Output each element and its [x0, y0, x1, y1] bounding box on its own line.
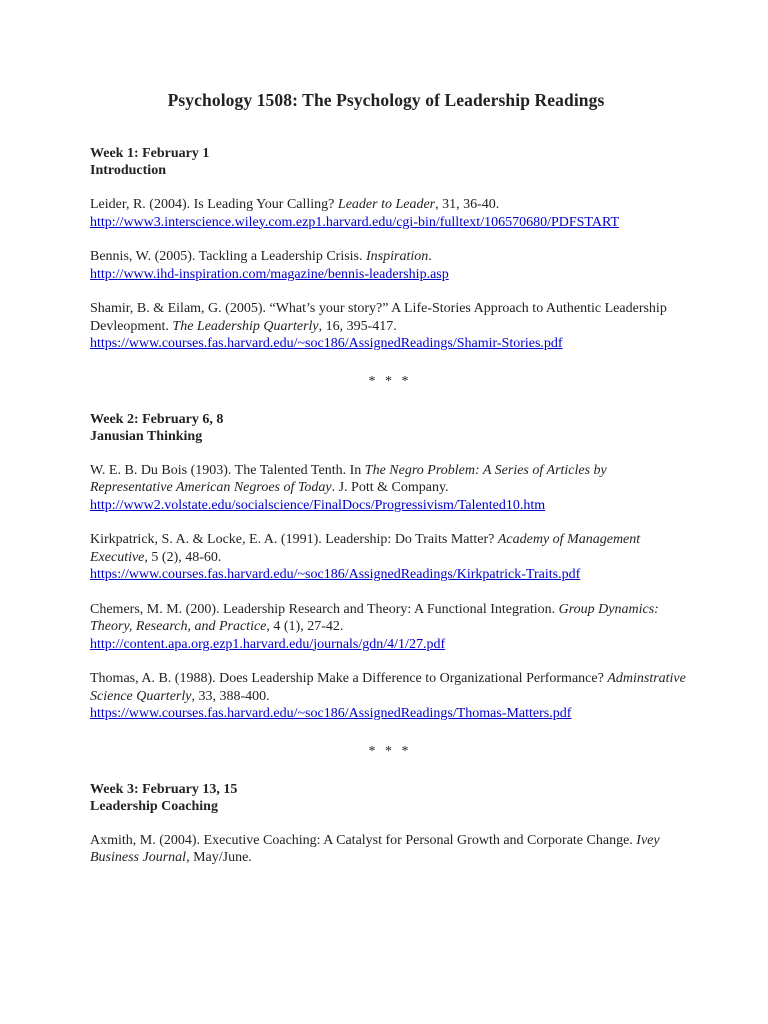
- week-3-section: [90, 781, 690, 867]
- citation-source: Group Dynamics: Theory, Research, and Practice: [90, 601, 659, 634]
- week-1-section: [90, 145, 690, 353]
- document-page: [90, 90, 690, 884]
- reading-link[interactable]: https://www.courses.fas.harvard.edu/~soc186/AssignedReadings/Kirkpatrick-Traits.pdf: [90, 567, 581, 582]
- citation-details: , May/June.: [186, 850, 252, 865]
- citation-details: .: [428, 249, 432, 264]
- reading-citation: [90, 832, 690, 867]
- reading-citation: [90, 670, 690, 723]
- citation-source: Leader to Leader: [337, 197, 436, 212]
- reading-citation: [90, 196, 690, 231]
- reading-citation: [90, 248, 690, 283]
- citation-text: Axmith, M. (2004). Executive Coaching: A Catalyst for Personal Growth and Corporate Change.: [90, 832, 637, 848]
- week-heading: [90, 411, 690, 445]
- citation-text: Bennis, W. (2005). Tackling a Leadership Crisis.: [90, 249, 367, 264]
- reading-link[interactable]: http://www2.volstate.edu/socialscience/FinalDocs/Progressivism/Talented10.htm: [90, 497, 546, 513]
- reading-link[interactable]: http://www.ihd-inspiration.com/magazine/bennis-leadership.asp: [90, 266, 449, 282]
- citation-source: Academy of Management Executive: [90, 532, 641, 565]
- citation-details: , 31, 36-40.: [435, 197, 500, 212]
- citation-source: Ivey Business Journal: [90, 832, 660, 865]
- citation-details: . J. Pott & Company.: [331, 480, 449, 495]
- reading-link[interactable]: http://content.apa.org.ezp1.harvard.edu/journals/gdn/4/1/27.pdf: [90, 636, 446, 652]
- section-separator: * * *: [368, 743, 412, 759]
- week-date: Week 3: February 13, 15: [90, 781, 238, 797]
- week-date: Week 1: February 1: [90, 146, 210, 161]
- citation-text: Shamir, B. & Eilam, G. (2005). “What’s your story?” A Life-Stories Approach to Authentic Leadership Devleopment.: [90, 301, 667, 334]
- week-heading: [90, 145, 690, 179]
- citation-details: , 33, 388-400.: [191, 688, 270, 704]
- citation-text: W. E. B. Du Bois (1903). The Talented Tenth. In: [90, 462, 365, 478]
- reading-citation: [90, 531, 690, 584]
- citation-source: Inspiration: [366, 249, 429, 264]
- citation-text: Thomas, A. B. (1988). Does Leadership Make a Difference to Organizational Performance?: [90, 671, 608, 686]
- week-heading: [90, 781, 690, 815]
- reading-citation: [90, 300, 690, 353]
- document-title: Psychology 1508: The Psychology of Leadership Readings: [167, 90, 605, 110]
- citation-text: Chemers, M. M. (200). Leadership Research and Theory: A Functional Integration.: [90, 601, 559, 617]
- citation-text: Leider, R. (2004). Is Leading Your Calling?: [90, 197, 338, 212]
- week-topic: Leadership Coaching: [90, 798, 218, 814]
- week-topic: Janusian Thinking: [90, 428, 203, 444]
- citation-source: Adminstrative Science Quarterly: [90, 671, 686, 704]
- week-date: Week 2: February 6, 8: [90, 411, 224, 427]
- reading-citation: [90, 462, 690, 515]
- reading-link[interactable]: https://www.courses.fas.harvard.edu/~soc186/AssignedReadings/Shamir-Stories.pdf: [90, 336, 563, 351]
- citation-source: The Negro Problem: A Series of Articles by Representative American Negroes of Today: [90, 462, 607, 495]
- citation-details: , 16, 395-417.: [318, 318, 397, 334]
- citation-text: Kirkpatrick, S. A. & Locke, E. A. (1991). Leadership: Do Traits Matter?: [90, 532, 498, 547]
- reading-link[interactable]: http://www3.interscience.wiley.com.ezp1.harvard.edu/cgi-bin/fulltext/106570680/PDFSTART: [90, 214, 620, 230]
- reading-link[interactable]: https://www.courses.fas.harvard.edu/~soc186/AssignedReadings/Thomas-Matters.pdf: [90, 706, 572, 721]
- section-separator: * * *: [368, 373, 412, 389]
- citation-source: The Leadership Quarterly: [172, 318, 319, 334]
- week-topic: Introduction: [90, 163, 166, 178]
- citation-details: , 5 (2), 48-60.: [144, 549, 222, 565]
- week-2-section: [90, 411, 690, 723]
- citation-details: , 4 (1), 27-42.: [266, 619, 344, 634]
- reading-citation: [90, 601, 690, 654]
